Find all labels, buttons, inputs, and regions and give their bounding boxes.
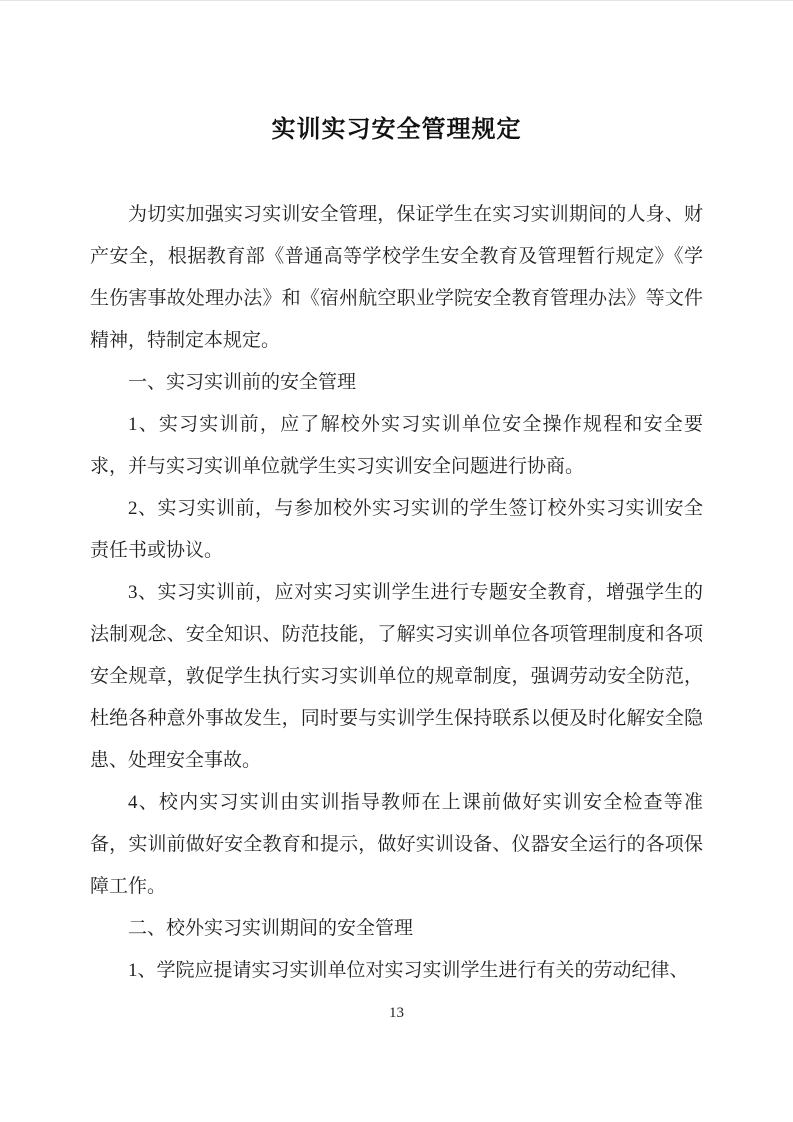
page-number: 13 bbox=[389, 1005, 404, 1021]
document-title: 实训实习安全管理规定 bbox=[271, 116, 522, 143]
section-heading: 一、实习实训前的安全管理 bbox=[128, 372, 357, 393]
document-body bbox=[90, 194, 703, 992]
paragraph: 2、实习实训前，与参加校外实习实训的学生签订校外实习实训安全责任书或协议。 bbox=[90, 498, 703, 561]
document-content bbox=[90, 111, 703, 992]
paragraph: 4、校内实习实训由实训指导教师在上课前做好实训安全检查等准备，实训前做好安全教育和提示，做好实训设备、仪器安全运行的各项保障工作。 bbox=[90, 792, 703, 897]
paragraph: 为切实加强实习实训安全管理，保证学生在实习实训期间的人身、财产安全，根据教育部《普通高等学校学生安全教育及管理暂行规定》《学生伤害事故处理办法》和《宿州航空职业学院安全教育管理办法》等文件精神，特制定本规定。 bbox=[90, 204, 703, 351]
paragraph: 1、学院应提请实习实训单位对实习实训学生进行有关的劳动纪律、 bbox=[128, 960, 689, 981]
paragraph: 3、实习实训前，应对实习实训学生进行专题安全教育，增强学生的法制观念、安全知识、防范技能，了解实习实训单位各项管理制度和各项安全规章，敦促学生执行实习实训单位的规章制度，强调劳动安全防范，杜绝各种意外事故发生，同时要与实训学生保持联系以便及时化解安全隐患、处理安全事故。 bbox=[90, 582, 703, 771]
paragraph: 1、实习实训前，应了解校外实习实训单位安全操作规程和安全要求，并与实习实训单位就学生实习实训安全问题进行协商。 bbox=[90, 414, 703, 477]
section-heading: 二、校外实习实训期间的安全管理 bbox=[128, 918, 414, 939]
